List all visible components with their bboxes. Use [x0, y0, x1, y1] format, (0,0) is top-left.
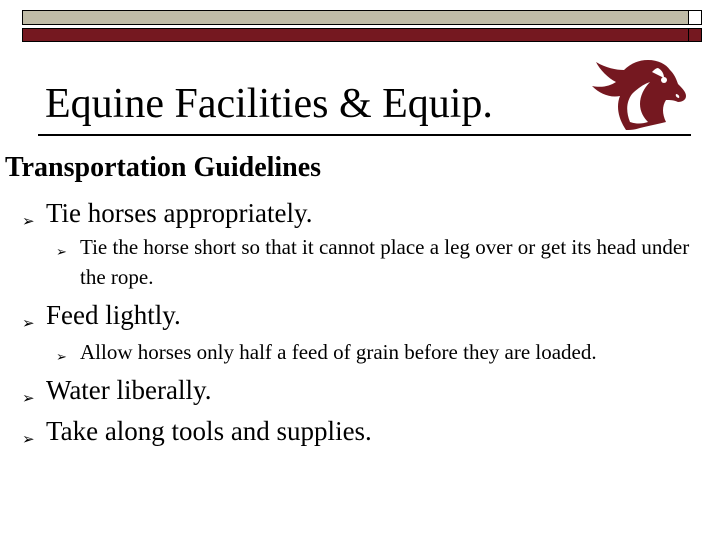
- bullet-text: Water liberally.: [46, 375, 212, 405]
- header-band-bottom: [22, 28, 689, 42]
- arrow-bullet-icon: ➢: [56, 245, 67, 260]
- bullet-2: [22, 298, 181, 332]
- slide-title: Equine Facilities & Equip.: [45, 81, 493, 127]
- sub-bullet-text: Allow horses only half a feed of grain before they are loaded.: [80, 340, 597, 364]
- header-band-top: [22, 10, 689, 25]
- bullet-3: [22, 373, 212, 407]
- bullet-text: Feed lightly.: [46, 300, 181, 330]
- sub-bullet-text: Tie the horse short so that it cannot place a leg over or get its head under the rope.: [80, 235, 690, 289]
- horse-head-icon: [586, 56, 688, 132]
- section-heading: Transportation Guidelines: [5, 152, 322, 183]
- header-band-square-bottom: [688, 28, 702, 42]
- arrow-bullet-icon: ➢: [22, 314, 35, 332]
- arrow-bullet-icon: ➢: [22, 389, 35, 407]
- arrow-bullet-icon: ➢: [22, 430, 35, 448]
- bullet-1: [22, 196, 312, 230]
- bullet-4: [22, 414, 372, 448]
- header-band-square-top: [688, 10, 702, 25]
- arrow-bullet-icon: ➢: [56, 350, 67, 365]
- sub-bullet-1: [56, 232, 720, 292]
- sub-bullet-2: [56, 337, 720, 367]
- bullet-text: Take along tools and supplies.: [46, 416, 372, 446]
- arrow-bullet-icon: ➢: [22, 212, 35, 230]
- bullet-text: Tie horses appropriately.: [46, 198, 313, 228]
- title-divider: [38, 134, 691, 136]
